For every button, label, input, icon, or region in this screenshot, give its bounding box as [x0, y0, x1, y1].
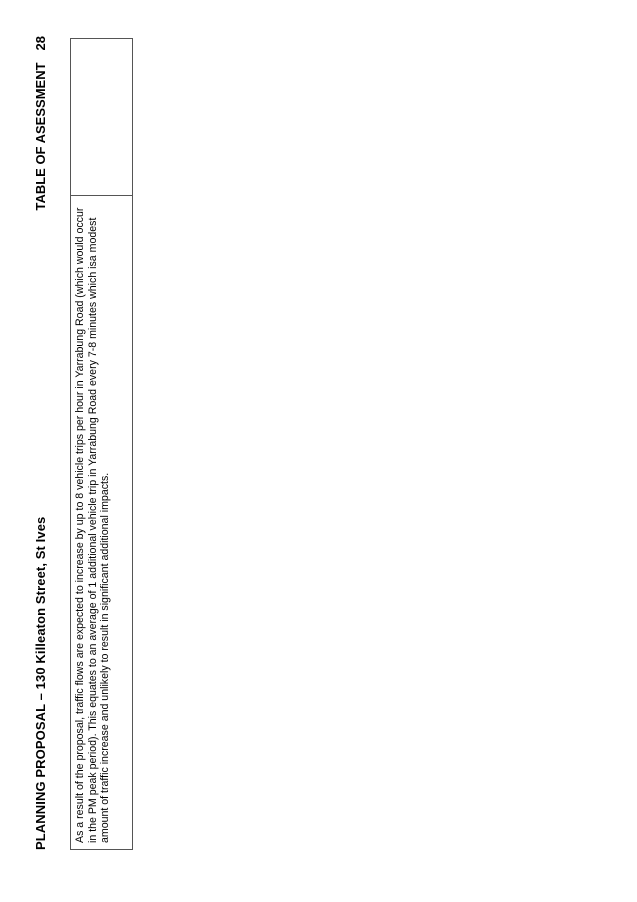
- assessment-table: [70, 38, 133, 850]
- table-cell-text: As a result of the proposal, traffic flows are expected to increase by up to 8 vehicle trips per hour in Yarrabung Road (which would occur in the PM peak period). This equates to an average of 1 additional vehicle trip in Yarrabung Road every 7-8 minutes which isa modest amount of traffic increase and unlikely to result in significant additional impacts.: [71, 195, 132, 849]
- document-title: PLANNING PROPOSAL – 130 Killeaton Street, St Ives: [33, 516, 48, 850]
- table-cell-comment: [71, 39, 132, 195]
- header-right: [33, 36, 48, 211]
- section-title: TABLE OF ASESSMENT: [33, 62, 48, 211]
- page-number: 28: [33, 36, 48, 51]
